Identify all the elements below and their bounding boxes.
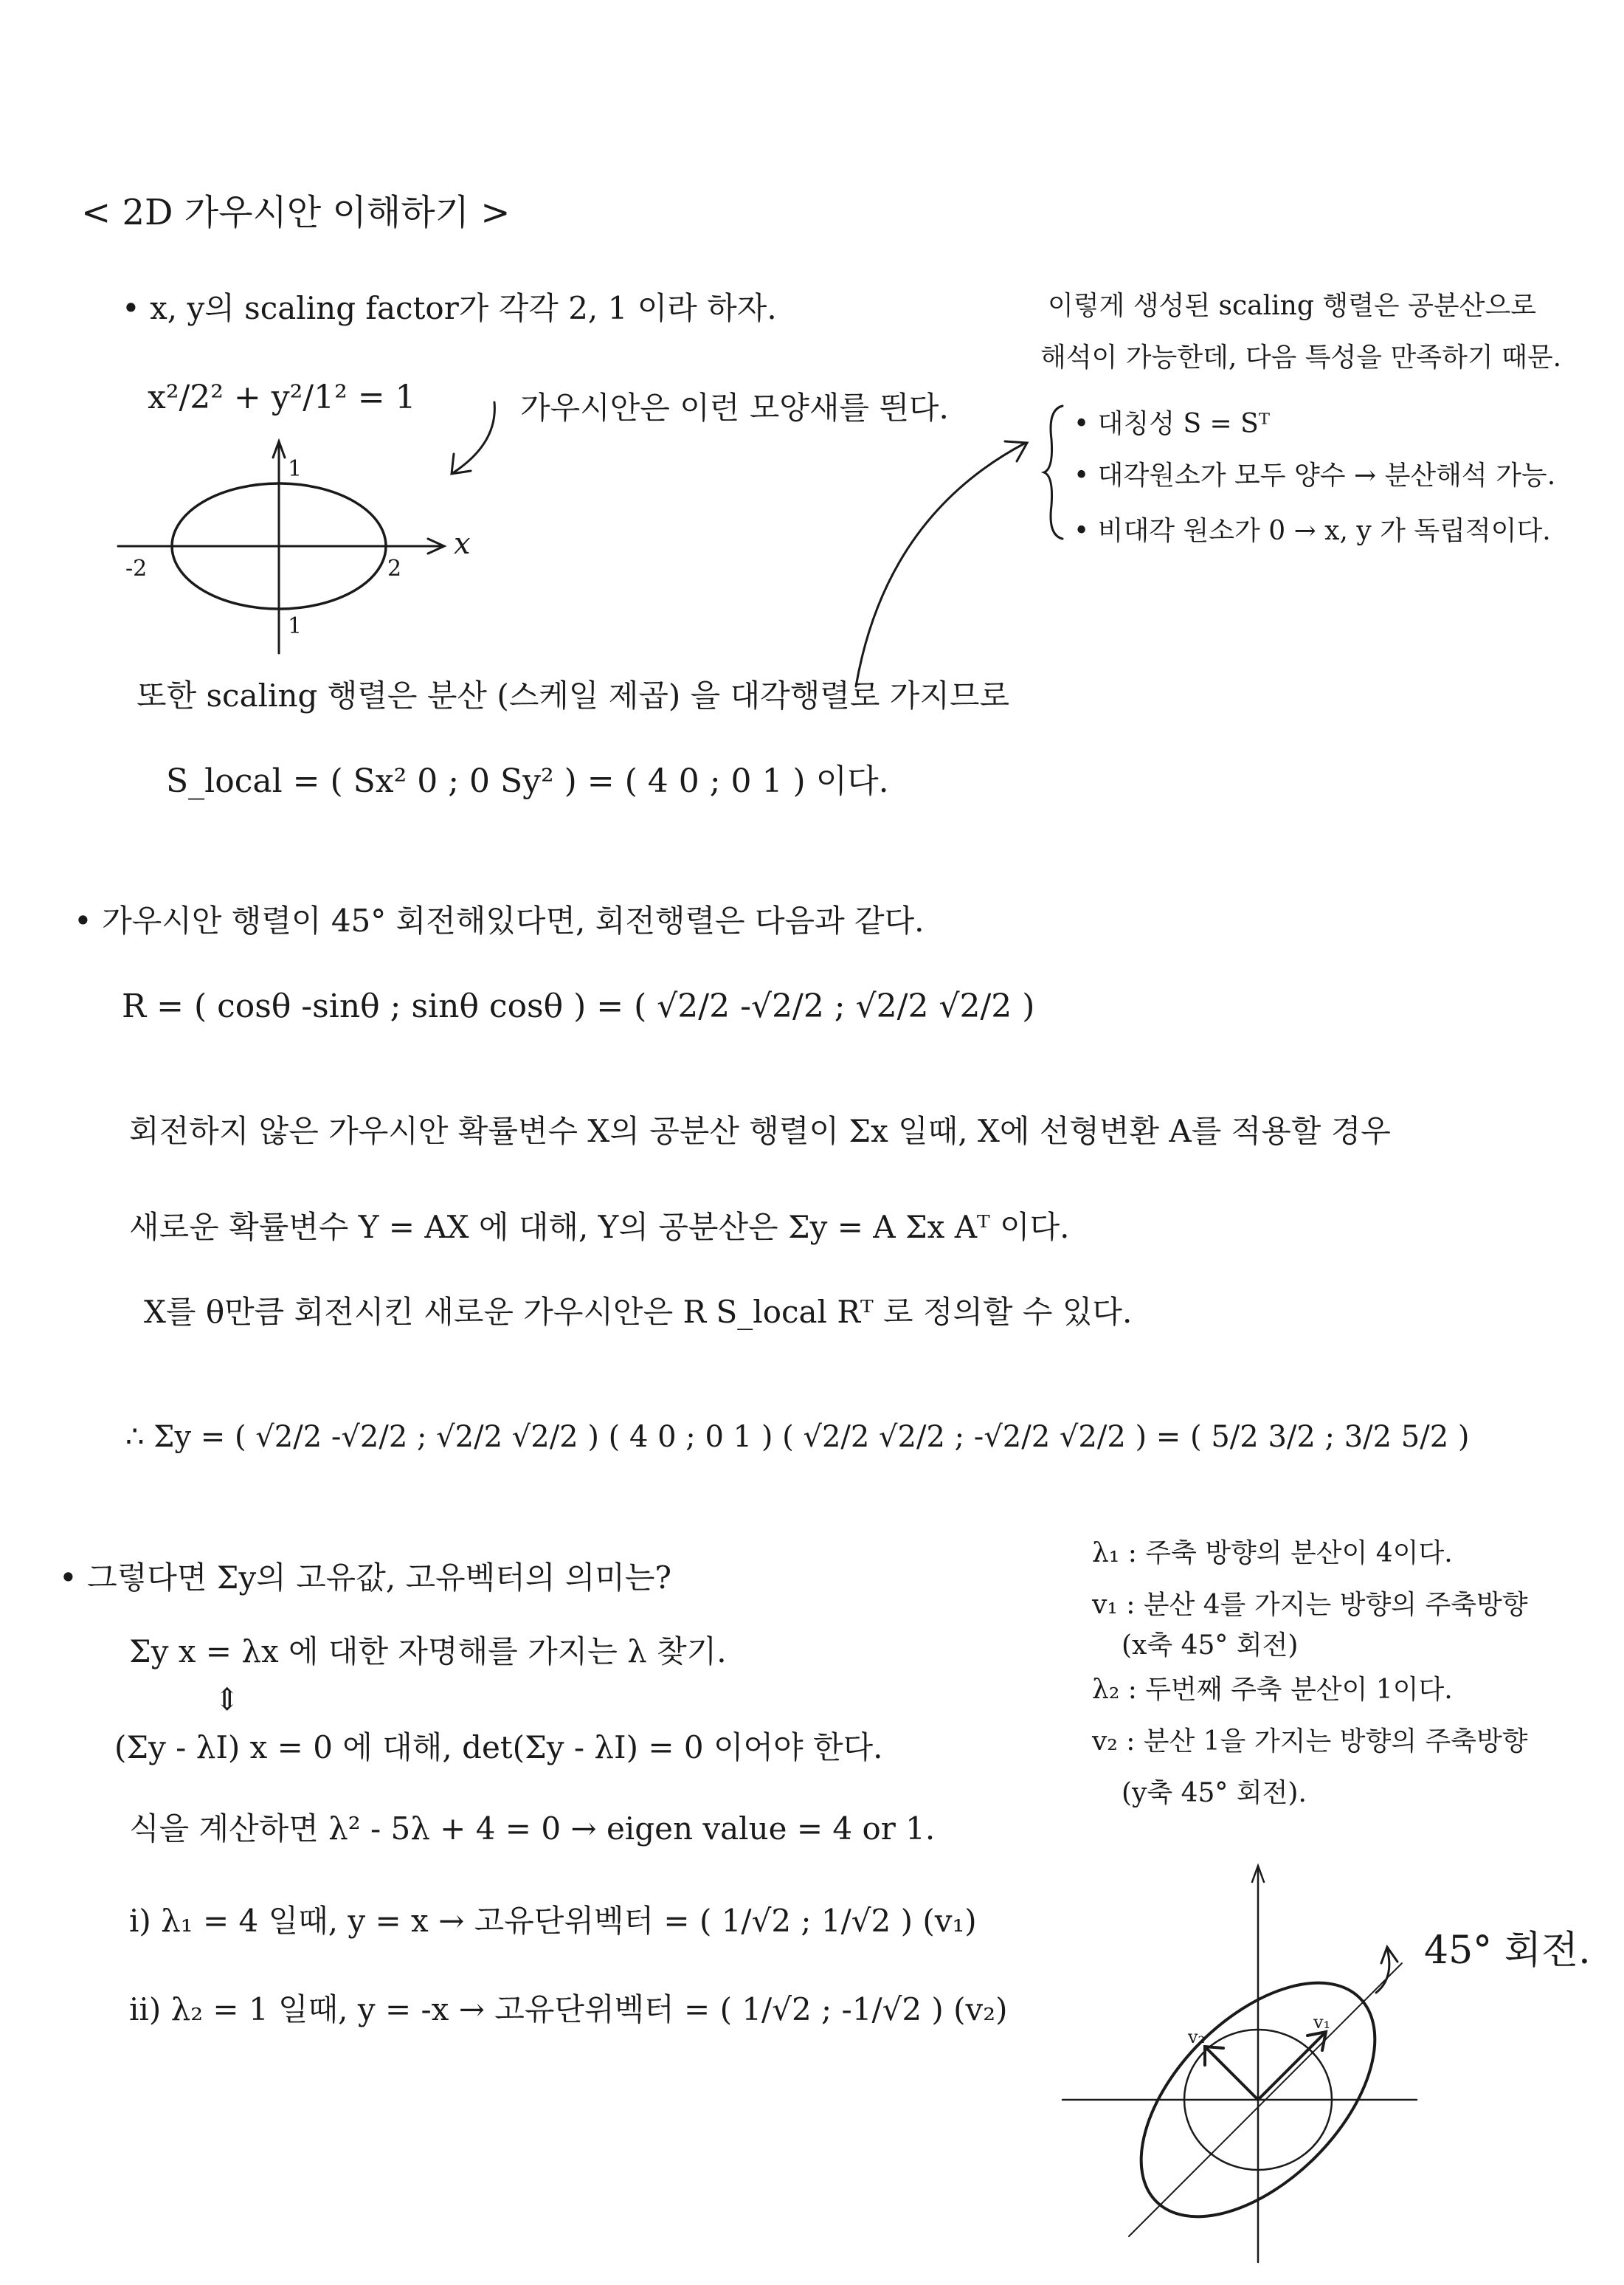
- eigen-note-v2-detail: (y축 45° 회전).: [1122, 1778, 1307, 1808]
- shape-note-arrow: [443, 399, 531, 487]
- side-note-item3: • 비대각 원소가 0 → x, y 가 독립적이다.: [1074, 516, 1551, 546]
- x-right-tick: 2: [387, 556, 402, 582]
- ellipse-figure: [111, 428, 494, 664]
- v1-label: v₁: [1313, 2012, 1331, 2033]
- eigen-case1: i) λ₁ = 4 일때, y = x → 고유단위벡터 = ( 1/√2 ; 1/√2 ) (v₁): [129, 1903, 977, 1939]
- rotation-label: 45° 회전.: [1424, 1929, 1591, 1973]
- sigma-y-equation: ∴ Σy = ( √2/2 -√2/2 ; √2/2 √2/2 ) ( 4 0 ; 0 1 ) ( √2/2 √2/2 ; -√2/2 √2/2 ) = ( 5/2 3/2 ; 3/2 5/2 ): [125, 1420, 1470, 1454]
- side-note-item1: • 대칭성 S = Sᵀ: [1074, 409, 1270, 439]
- eigen-line1: Σy x = λx 에 대한 자명해를 가지는 λ 찾기.: [129, 1633, 727, 1669]
- covariance-line-c: X를 θ만큼 회전시킨 새로운 가우시안은 R S_local Rᵀ 로 정의할 수 있다.: [144, 1294, 1133, 1330]
- v1-vector: [1258, 2033, 1324, 2100]
- side-note-arrow: [841, 428, 1048, 694]
- eigen-line3: 식을 계산하면 λ² - 5λ + 4 = 0 → eigen value = 4 or 1.: [129, 1810, 936, 1847]
- covariance-line-b: 새로운 확률변수 Y = AX 에 대해, Y의 공분산은 Σy = A Σx Aᵀ 이다.: [129, 1209, 1070, 1245]
- rotation-intro: • 가우시안 행렬이 45° 회전해있다면, 회전행렬은 다음과 같다.: [74, 903, 925, 939]
- eigen-note-v1-detail: (x축 45° 회전): [1122, 1630, 1299, 1661]
- covariance-line-a: 회전하지 않은 가우시안 확률변수 X의 공분산 행렬이 Σx 일때, X에 선형변환 A를 적용할 경우: [129, 1113, 1391, 1149]
- eigen-equivalence-arrow: ⇕: [214, 1681, 241, 1717]
- eigen-line2: (Σy - λI) x = 0 에 대해, det(Σy - λI) = 0 이어야 한다.: [114, 1729, 883, 1765]
- eigen-note-v1: v₁ : 분산 4를 가지는 방향의 주축방향: [1092, 1590, 1528, 1620]
- x-axis-label: x: [454, 527, 471, 561]
- eigen-note-v2: v₂ : 분산 1을 가지는 방향의 주축방향: [1092, 1726, 1528, 1757]
- shape-note: 가우시안은 이런 모양새를 띈다.: [520, 390, 949, 426]
- side-note-item2: • 대각원소가 모두 양수 → 분산해석 가능.: [1074, 461, 1556, 491]
- eigen-question: • 그렇다면 Σy의 고유값, 고유벡터의 의미는?: [59, 1559, 671, 1596]
- v2-label: v₂: [1188, 2027, 1206, 2047]
- eigen-note-lambda2: λ₂ : 두번째 주축 분산이 1이다.: [1092, 1675, 1453, 1705]
- side-note-line1: 이렇게 생성된 scaling 행렬은 공분산으로: [1048, 291, 1536, 321]
- s-local-equation: S_local = ( Sx² 0 ; 0 Sy² ) = ( 4 0 ; 0 1 ) 이다.: [166, 762, 889, 800]
- side-note-line2: 해석이 가능한데, 다음 특성을 만족하기 때문.: [1040, 342, 1562, 373]
- scaling-text: 또한 scaling 행렬은 분산 (스케일 제곱) 을 대각행렬로 가지므로: [137, 678, 1010, 714]
- v2-vector: [1206, 2048, 1258, 2100]
- rotated-gaussian-figure: [1048, 1853, 1594, 2266]
- rotation-matrix-equation: R = ( cosθ -sinθ ; sinθ cosθ ) = ( √2/2 -√2/2 ; √2/2 √2/2 ): [122, 988, 1035, 1025]
- eigen-note-lambda1: λ₁ : 주축 방향의 분산이 4이다.: [1092, 1538, 1453, 1568]
- y-bottom-tick: 1: [288, 613, 303, 639]
- page-title: < 2D 가우시안 이해하기 >: [81, 192, 511, 233]
- eigen-case2: ii) λ₂ = 1 일때, y = -x → 고유단위벡터 = ( 1/√2 ; -1/√2 ) (v₂): [129, 1991, 1008, 2027]
- y-top-tick: 1: [288, 456, 303, 482]
- ellipse-equation: x²/2² + y²/1² = 1: [148, 379, 416, 416]
- scaling-intro: • x, y의 scaling factor가 각각 2, 1 이라 하자.: [122, 290, 777, 326]
- x-left-tick: -2: [125, 556, 148, 582]
